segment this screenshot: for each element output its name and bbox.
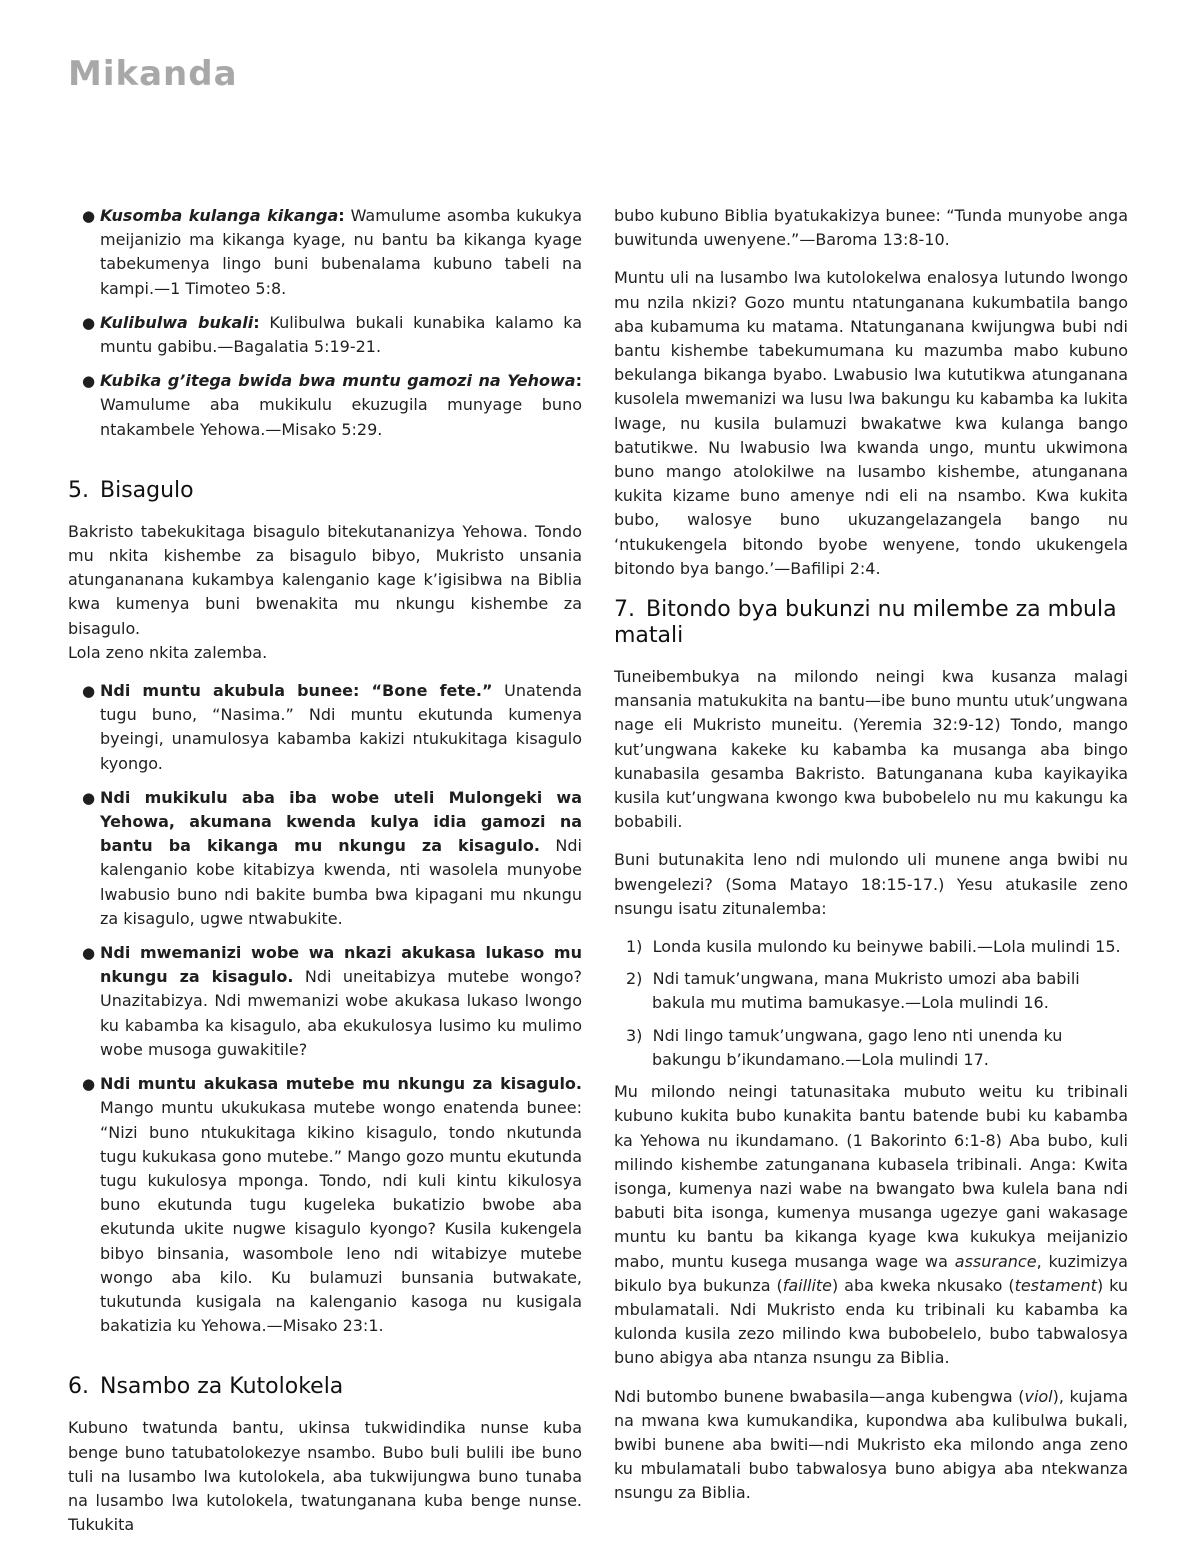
bullet-label: Kusomba kulanga kikanga (100, 206, 339, 225)
bullet-icon: ● (82, 313, 96, 332)
bullet-icon: ● (82, 1075, 96, 1094)
section-heading-5 (68, 478, 582, 504)
text-run: , kuzimizya bikulo bya bukunza ( (614, 1251, 1128, 1295)
bullet-label: Ndi muntu akukasa mutebe mu nkungu za kisagulo. (100, 1074, 582, 1094)
section-title: Nsambo za Kutolokela (100, 1374, 344, 1400)
bullet-icon: ● (82, 944, 96, 963)
paragraph: Bakristo tabekukitaga bisagulo bitekutananizya Yehowa. Tondo mu nkita kishembe za bisagulo bibyo, Mukristo unsania atungananana kukambya kalenganio kage k’igisibwa na Biblia kwa kumenya buni bwenakita mu nkungu kishembe za bisagulo. (68, 521, 582, 638)
bullet-list-a (68, 204, 582, 442)
bullet-colon: : (338, 206, 345, 225)
running-header: Mikanda (68, 54, 238, 94)
step-text: Ndi lingo tamuk’ungwana, gago leno nti unenda ku bakungu b’ikundamano.—Lola mulindi 17. (652, 1025, 1063, 1069)
italic-term: testament (1014, 1275, 1097, 1295)
right-column (614, 204, 1128, 1520)
paragraph: Buni butunakita leno ndi mulondo uli munene anga bwibi nu bwengelezi? (Soma Matayo 18:15-17.) Yesu atukasile zeno nsungu isatu zitunalemba: (614, 850, 1128, 918)
italic-term: viol (1024, 1386, 1053, 1406)
list-item (82, 369, 582, 442)
list-item (626, 935, 1128, 959)
section-heading-6 (68, 1374, 582, 1400)
list-item (82, 311, 583, 359)
paragraph: Muntu uli na lusambo lwa kutolokelwa enalosya lutundo lwongo mu nzila nkizi? Gozo muntu ntatunganana kukumbatila bango aba kubamuma ku matama. Ntatunganana kwijungwa bubi ndi bantu kishembe tabekumumana ku mazumba mabo kubuno bekulanga bikanga byabo. Lwabusio lwa kututikwa atunganana kusolela mwemanizi wa lusu lwa bakungu ku kabamba ka lukita lwage, nu kusila bulamuzi bwakatwe kwa kulanga bango batutikwe. Nu lwabusio lwa kwanda ungo, muntu ukwimona buno mango atolokilwe na lusambo kishembe, atunganana kukita kizame buno amenye ndi eli na nsambo. Kwa kukita bubo, walosye buno ukuzangelazangela bango nu ‘ntukukengela bitondo byobe wenyene, tondo ukukengela bitondo bya bango.’—Bafilipi 2:4. (614, 268, 1128, 578)
list-item (626, 967, 1128, 1015)
italic-term: assurance (954, 1251, 1037, 1271)
bullet-text: Wamulume asomba kukukya meijanizio ma kikanga kyage, nu bantu ba kikanga kyage tabekumenya lingo buni bubenalama kubuno tabeli na kampi.—1 Timoteo 5:8. (100, 206, 582, 298)
paragraph: Lola zeno nkita zalemba. (68, 642, 268, 662)
bullet-label: Ndi muntu akubula bunee: “Bone fete.” (100, 681, 493, 701)
section-title: Bisagulo (100, 477, 194, 503)
bullet-colon: : (575, 371, 582, 391)
section-heading-7 (614, 597, 1128, 649)
bullet-text: Ndi kalenganio kobe kitabizya kwenda, nti wasolela munyobe lwabusio buno ndi bakite bumba bwa kipagani mu nkungu za kisagulo, ugwe ntwabukite. (100, 836, 583, 928)
text-run: Ndi butombo bunene bwabasila—anga kubengwa ( (614, 1386, 1025, 1406)
section-number: 7. (614, 597, 635, 623)
list-item (82, 786, 583, 931)
numbered-steps (614, 935, 1128, 1072)
bullet-colon: : (253, 312, 260, 332)
bullet-icon: ● (82, 682, 96, 701)
step-text: Londa kusila mulondo ku beinywe babili.—Lola mulindi 15. (652, 937, 1121, 957)
bullet-label: Ndi mwemanizi wobe wa nkazi akukasa lukaso mu nkungu za kisagulo. (100, 943, 582, 987)
paragraph: Kubuno twatunda bantu, ukinsa tukwidindika nunse kuba benge buno tatubatolokezye nsambo. Bubo buli bulili ibe buno tuli na lusambo lwa kutolokela, aba tukwijungwa buno tunaba na lusambo lwa kutolokela, twatunganana kuba benge nunse. Tukukita (68, 1418, 582, 1535)
bullet-icon: ● (82, 788, 96, 807)
left-column (68, 204, 582, 1551)
paragraph (614, 1080, 1128, 1370)
step-text: Ndi tamuk’ungwana, mana Mukristo umozi aba babili bakula mu mutima bamukasye.—Lola mulindi 16. (652, 969, 1080, 1013)
step-number: 1) (626, 937, 643, 957)
paragraph (614, 1385, 1128, 1506)
bullet-list-b (68, 679, 582, 1338)
text-run: ) ku mbulamatali. Ndi Mukristo enda ku tribinali ku kabamba ka kulonda kusila zezo milindo kwa bubobelelo, bubo tabwalosya buno abigya aba ntanza nsungu za Biblia. (614, 1275, 1128, 1368)
bullet-icon: ● (82, 372, 96, 391)
bullet-text: Wamulume aba mukikulu ekuzugila munyage buno ntakambele Yehowa.—Misako 5:29. (100, 395, 582, 439)
list-item (82, 1072, 582, 1338)
bullet-text: Ndi uneitabizya mutebe wongo? Unazitabizya. Ndi mwemanizi wobe akukasa lukaso lwongo ku kabamba ka kisagulo, aba ekukulosya lusimo ku mulimo wobe musoga guwakitile? (100, 967, 582, 1059)
step-number: 2) (626, 969, 643, 989)
bullet-text: Mango muntu ukukukasa mutebe wongo enatenda bunee: “Nizi buno ntukukitaga kikino kisagulo, tondo nkutunda tugu kukukasa gono mutebe.” Mango gozo muntu ekutunda tugu kukulosya mponga. Tondo, ndi kuli kintu kikulosya buno ekutunda tugu kugeleka bukatizio bwobe aba ekutunda ukite nugwe kisagulo kyongo? Kusila kukengela bibyo binsania, wasombole leno ndi witabizye mutebe wongo aba kilo. Ku bulamuzi bunsania butwakate, tukutunda kusigala na kalenganio kasoga nu kusigala bakatizia ku Yehowa.—Misako 23:1. (100, 1098, 582, 1336)
bullet-icon: ● (82, 207, 96, 225)
bullet-label: Ndi mukikulu aba iba wobe uteli Mulongeki wa Yehowa, akumana kwenda kulya idia gamozi na bantu ba kikanga mu nkungu za kisagulo. (100, 787, 582, 856)
section-number: 6. (68, 1374, 89, 1400)
bullet-label: Kubika g’itega bwida bwa muntu gamozi na Yehowa (100, 371, 576, 391)
paragraph: bubo kubuno Biblia byatukakizya bunee: “Tunda munyobe anga buwitunda uwenyene.”—Baroma 13:8-10. (614, 206, 1128, 250)
bullet-text: Unatenda tugu buno, “Nasima.” Ndi muntu ekutunda kumenya byeingi, unamulosya kabamba kakizi ntukukitaga kisagulo kyongo. (100, 681, 582, 773)
bullet-label: Kulibulwa bukali (100, 312, 254, 332)
text-run: Mu milondo neingi tatunasitaka mubuto weitu ku tribinali kubuno kukita bubo kunakita bantu batende bubi ku kabamba ka Yehowa nu ikundamano. (1 Bakorinto 6:1-8) Aba bubo, kuli milindo kishembe zatunganana kubasela tribinali. Anga: Kwita isonga, kumenya nazi wabe na bwangato bwa kulela bana ndi babuti bita isonga, kumenya musanga ugezye gani wakasage muntu ku bantu ba kikanga kyage kwa kukukya meijanizio mabo, muntu kusega musanga wage wa (614, 1082, 1128, 1271)
text-run: ), kujama na mwana kwa kumukandika, kupondwa aba kulibulwa bukali, bwibi bunene aba bwiti—ndi Mukristo eka milondo anga zeno ku mbulamatali bubo tabwalosya buno abigya aba ntekwanza nsungu za Biblia. (614, 1386, 1128, 1503)
section-title: Bitondo bya bukunzi nu milembe za mbula matali (614, 597, 1117, 649)
bullet-text: Kulibulwa bukali kunabika kalamo ka muntu gabibu.—Bagalatia 5:19-21. (100, 312, 583, 357)
step-number: 3) (626, 1025, 643, 1045)
italic-term: faillite (782, 1275, 833, 1295)
list-item (82, 204, 582, 301)
section-number: 5. (68, 477, 89, 503)
list-item (82, 941, 582, 1062)
list-item (626, 1024, 1128, 1072)
paragraph: Tuneibembukya na milondo neingi kwa kusanza malagi mansania matukukita na bantu—ibe buno muntu utuk’ungwana nage eli Mukristo muneitu. (Yeremia 32:9-12) Tondo, mango kut’ungwana kakeke ku kabamba ka musanga aba bingo kunabasila gesamba Bakristo. Batunganana kuba kayikayika kusila kut’ungwana kwongo kwa bubobelelo nu mu kakungu ka bobabili. (614, 667, 1128, 832)
list-item (82, 679, 582, 776)
text-run: ) aba kweka nkusako ( (832, 1275, 1015, 1295)
